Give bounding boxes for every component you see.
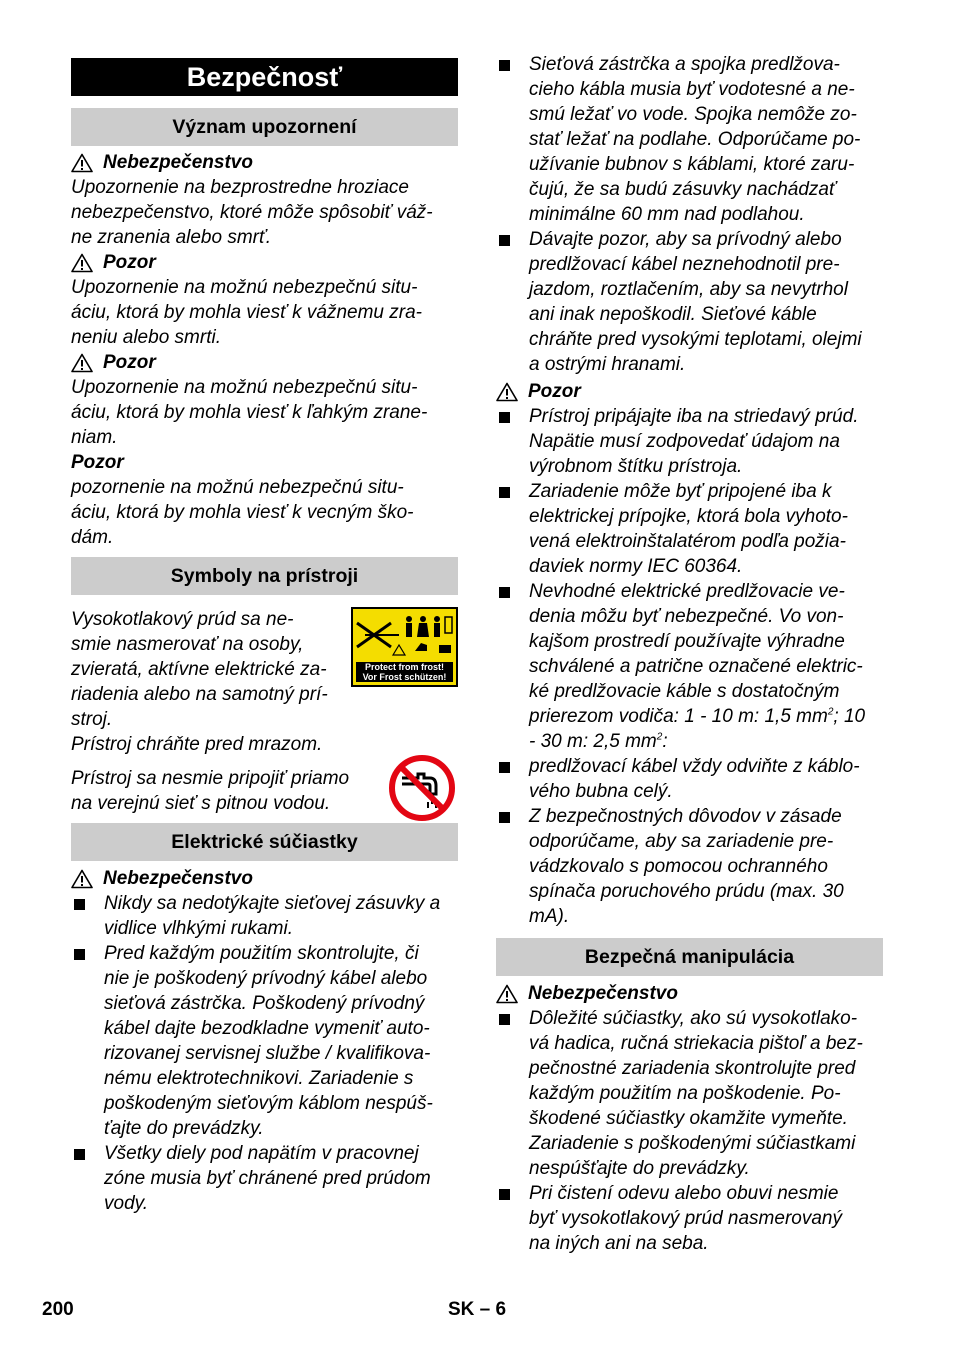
jet-pictogram-icon: [353, 609, 456, 661]
right-column: [496, 52, 883, 1256]
page-title: Bezpečnosť: [71, 58, 458, 96]
list-item: Všetky diely pod napätím v pracovnej zóne musia byť chránené pred prúdom vody.: [71, 1141, 458, 1216]
cross-section-line-2: - 30 m: 2,5 $mm^2$:: [529, 731, 668, 752]
list-item: Zariadenie môže byť pripojené iba k elektrickej prípojke, ktorá bola vyhoto- vená elektroinštalatérom podľa požia- daviek normy IEC 60364.: [496, 479, 883, 579]
handling-danger-heading: Nebezpečenstvo: [496, 981, 883, 1006]
frost-warning-label: [351, 607, 458, 687]
list-item: Sieťová zástrčka a spojka predlžova- cieho kábla musia byť vodotesné a ne- smú ležať vo vode. Spojka nemôže zo- stať ležať na podlahe. Odporúčame po- užívanie bubnov s káblami, ktoré zaru- čujú, že sa budú zásuvky nachádzať minimálne 60 mm nad podlahou.: [496, 52, 883, 227]
list-item: Prístroj pripájajte iba na striedavý prúd. Napätie musí zodpovedať údajom na výrobnom štítku prístroja.: [496, 404, 883, 479]
list-item: predlžovací kábel vždy odviňte z káblo- vého bubna celý.: [496, 754, 883, 804]
warning-heading: Pozor: [71, 250, 458, 275]
section-heading-symbols: Symboly na prístroji: [71, 557, 458, 595]
list-item: Pred každým použitím skontrolujte, či nie je poškodený prívodný kábel alebo sieťová zástrčka. Poškodený prívodný kábel dajte bezodkladne vymeniť auto- rizovanej servisnej službe / kvalifikova- nému elektrotechnikovi. Zariadenie s poškodeným sieťovým káblom nespúš- ťajte do prevádzky.: [71, 941, 458, 1141]
cross-section-line-1: prierezom vodiča: 1 - 10 m: 1,5 $mm^2$; 10: [529, 706, 866, 727]
notice-description: pozornenie na možnú nebezpečnú situ- áciu, ktorá by mohla viesť k vecným ško- dám.: [71, 477, 414, 548]
list-item: Nevhodné elektrické predlžovacie ve- denia môžu byť nebezpečné. Vo von- kajšom prostredí používajte výhradne schválené a patrične označené elektric- ké predlžovacie káble s dostatočným prierezom vodiča: 1 - 10 m: 1,5 $mm^2$; 10 - 30 m: 2,5 $mm^2$:: [496, 579, 883, 754]
water-warning-text: Prístroj sa nesmie pripojiť priamo na verejnú sieť s pitnou vodou.: [71, 768, 350, 814]
list-item: Dávajte pozor, aby sa prívodný alebo predlžovací kábel neznehodnotil pre- jazdom, roztlačením, aby sa nevytrhol ani inak nepoškodil. Sieťové káble chráňte pred vysokými teplotami, olejmi a ostrými hranami.: [496, 227, 883, 377]
warning-triangle-icon: [496, 984, 518, 1004]
caution-description: Upozornenie na možnú nebezpečnú situ- áciu, ktorá by mohla viesť k ľahkým zrane- niam.: [71, 377, 428, 448]
warning-triangle-icon: [71, 353, 93, 373]
list-item: Nikdy sa nedotýkajte sieťovej zásuvky a vidlice vlhkými rukami.: [71, 891, 458, 941]
warning-triangle-icon: [496, 382, 518, 402]
section-heading-electrical: Elektrické súčiastky: [71, 823, 458, 861]
left-column: [71, 58, 458, 1216]
danger-heading: Nebezpečenstvo: [71, 150, 458, 175]
notice-heading: Pozor: [71, 452, 124, 473]
frost-label-text: Protect from frost! Vor Frost schützen!: [356, 662, 453, 682]
section-marker: SK – 6: [448, 1299, 507, 1320]
warning-triangle-icon: [71, 253, 93, 273]
list-item: Dôležité súčiastky, ako sú vysokotlako- vá hadica, ručná striekacia pištoľ a bez- pečnostné zariadenia skontrolujte pred každým použitím na poškodenie. Po- škodené súčiastky okamžite vymeňte. Zariadenie s poškodenými súčiastkami nespúšťajte do prevádzky.: [496, 1006, 883, 1181]
warning-triangle-icon: [71, 869, 93, 889]
section-heading-meaning: Význam upozornení: [71, 108, 458, 146]
frost-text: Prístroj chráňte pred mrazom.: [71, 734, 323, 755]
no-drinking-water-icon: [388, 754, 456, 822]
electrical-danger-heading: Nebezpečenstvo: [71, 866, 458, 891]
symbol-water-block: [71, 766, 458, 816]
list-item: Pri čistení odevu alebo obuvi nesmie byť vysokotlakový prúd nasmerovaný na iných ani na seba.: [496, 1181, 883, 1256]
caution-heading: Pozor: [71, 350, 458, 375]
section-heading-handling: Bezpečná manipulácia: [496, 938, 883, 976]
list-item: Z bezpečnostných dôvodov v zásade odporúčame, aby sa zariadenie pre- vádzkovalo s pomocou ochranného spínača poruchového prúdu (max. 30 mA).: [496, 804, 883, 929]
page-number: 200: [42, 1299, 74, 1320]
warning-triangle-icon: [71, 153, 93, 173]
warning-description: Upozornenie na možnú nebezpečnú situ- áciu, ktorá by mohla viesť k vážnemu zra- neniu alebo smrti.: [71, 277, 422, 348]
jet-warning-text: Vysokotlakový prúd sa ne- smie nasmerovať na osoby, zvieratá, aktívne elektrické za- riadenia alebo na samotný prí- stroj.: [71, 609, 328, 730]
electrical-warning-heading: Pozor: [496, 379, 883, 404]
danger-description: Upozornenie na bezprostredne hroziace nebezpečenstvo, ktoré môže spôsobiť váž- ne zranenia alebo smrť.: [71, 177, 433, 248]
symbol-jet-block: [71, 607, 458, 757]
